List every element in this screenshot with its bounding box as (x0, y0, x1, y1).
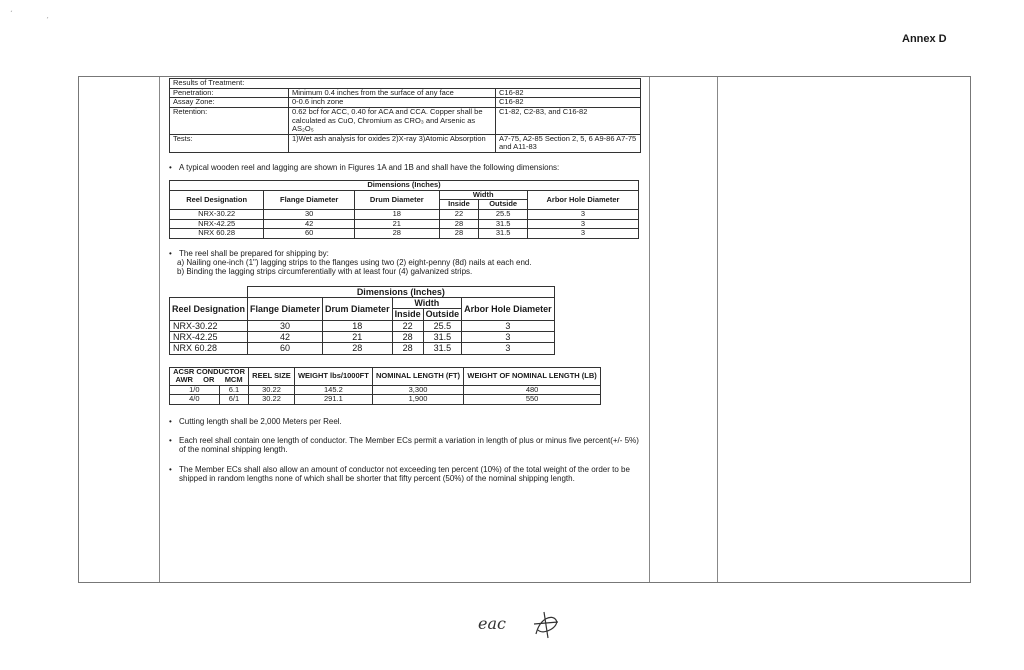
cell-inside: 28 (392, 343, 423, 354)
treatment-requirement: Minimum 0.4 inches from the surface of any face (289, 88, 496, 98)
col-drum-diameter: Drum Diameter (355, 190, 439, 209)
cell-reel: NRX-42.25 (170, 331, 248, 342)
cell-drum: 18 (323, 320, 393, 331)
treatment-requirement: 0-0.6 inch zone (289, 98, 496, 108)
table-row (170, 88, 641, 98)
cell-flange: 30 (264, 210, 355, 220)
cell-outside: 31.5 (479, 229, 528, 239)
cell-reel: NRX 60.28 (170, 229, 264, 239)
col-outside: Outside (479, 200, 528, 210)
cell-arbor: 3 (462, 343, 555, 354)
cell-arbor: 3 (527, 219, 638, 229)
bullet-shipping-prep: • The reel shall be prepared for shipping by: (169, 249, 647, 258)
bullet-reel-dimensions: • A typical wooden reel and lagging are shown in Figures 1A and 1B and shall have the following dimensions: (169, 163, 647, 172)
table-row (170, 331, 555, 342)
table-row (170, 395, 601, 405)
cell-arbor: 3 (462, 331, 555, 342)
treatment-item: Tests: (170, 134, 289, 152)
col-inside: Inside (439, 200, 479, 210)
treatment-title: Results of Treatment: (170, 79, 641, 89)
cell-drum: 21 (323, 331, 393, 342)
cell-outside: 31.5 (479, 219, 528, 229)
cell-awr: 4/0 (170, 395, 220, 405)
cell-arbor: 3 (527, 229, 638, 239)
col-nominal-length: NOMINAL LENGTH (FT) (372, 367, 463, 385)
table-row (170, 107, 641, 134)
col-arbor-hole: Arbor Hole Diameter (527, 190, 638, 209)
cell-reel: NRX-42.25 (170, 219, 264, 229)
col-arbor-hole: Arbor Hole Diameter (462, 297, 555, 320)
cell-inside: 22 (392, 320, 423, 331)
cell-weight: 145.2 (294, 385, 372, 395)
cell-reel-size: 30.22 (249, 385, 295, 395)
table-row (170, 320, 555, 331)
cell-drum: 18 (355, 210, 439, 220)
cell-reel: NRX 60.28 (170, 343, 248, 354)
bullet-random-lengths: • The Member ECs shall also allow an amount of conductor not exceeding ten percent (10%) of the total weight of the order to be shipped in random lengths none of which shall be shorter that fifty percent (50%) of the nominal shipping length. (169, 465, 647, 483)
cell-drum: 28 (355, 229, 439, 239)
treatment-requirement: 1)Wet ash analysis for oxides 2)X-ray 3)Atomic Absorption (289, 134, 496, 152)
table-row (170, 219, 639, 229)
reel-dimensions-table (169, 180, 639, 239)
col-mcm: MCM (219, 376, 248, 385)
treatment-table (169, 78, 641, 153)
table-row (170, 343, 555, 354)
treatment-standard: C16-82 (496, 98, 641, 108)
col-width: Width (392, 297, 462, 308)
cell-length: 1,900 (372, 395, 463, 405)
col-awr: AWR (170, 376, 199, 385)
treatment-standard: C16-82 (496, 88, 641, 98)
col-outside: Outside (423, 309, 462, 320)
col-or: OR (198, 376, 219, 385)
cell-mcm: 6.1 (219, 385, 248, 395)
col-reel-designation: Reel Designation (170, 297, 248, 320)
shipping-step-b: b) Binding the lagging strips circumferentially with at least four (4) galvanized strips. (177, 267, 473, 277)
shipping-step-a: a) Nailing one-inch (1") lagging strips to the flanges using two (2) eight-penny (8d) nails at each end. (177, 258, 532, 268)
table-row (170, 210, 639, 220)
cell-arbor: 3 (527, 210, 638, 220)
cell-reel: NRX-30.22 (170, 320, 248, 331)
col-flange-diameter: Flange Diameter (248, 297, 323, 320)
cell-flange: 30 (248, 320, 323, 331)
cell-outside: 25.5 (423, 320, 462, 331)
cell-flange: 42 (248, 331, 323, 342)
col-reel-size: REEL SIZE (249, 367, 295, 385)
cell-flange: 60 (248, 343, 323, 354)
signature-mark (530, 608, 562, 640)
cell-mcm: 6/1 (219, 395, 248, 405)
cell-inside: 22 (439, 210, 479, 220)
col-width: Width (439, 190, 527, 200)
cell-length: 3,300 (372, 385, 463, 395)
cell-reel: NRX-30.22 (170, 210, 264, 220)
bullet-cutting-length: • Cutting length shall be 2,000 Meters per Reel. (169, 417, 647, 426)
cell-arbor: 3 (462, 320, 555, 331)
cell-weight-nominal: 480 (464, 385, 601, 395)
cell-drum: 21 (355, 219, 439, 229)
column-divider (717, 77, 718, 582)
treatment-item: Assay Zone: (170, 98, 289, 108)
cell-inside: 28 (392, 331, 423, 342)
cell-reel-size: 30.22 (249, 395, 295, 405)
bullet-reel-length: • Each reel shall contain one length of conductor. The Member ECs permit a variation in length of plus or minus five percent(+/- 5%) of the nominal shipping length. (169, 436, 647, 454)
col-reel-designation: Reel Designation (170, 190, 264, 209)
col-inside: Inside (392, 309, 423, 320)
treatment-item: Penetration: (170, 88, 289, 98)
treatment-item: Retention: (170, 107, 289, 134)
specification-content (169, 78, 647, 483)
column-divider (649, 77, 650, 582)
cell-weight: 291.1 (294, 395, 372, 405)
cell-drum: 28 (323, 343, 393, 354)
col-acsr-conductor: ACSR CONDUCTOR (170, 367, 249, 376)
scan-speck: ˊ (10, 10, 13, 19)
cell-weight-nominal: 550 (464, 395, 601, 405)
col-weight: WEIGHT lbs/1000FT (294, 367, 372, 385)
cell-inside: 28 (439, 229, 479, 239)
treatment-requirement: 0.62 bcf for ACC, 0.40 for ACA and CCA. Copper shall be calculated as CuO, Chromium as CRO₃ and Arsenic as AS₂O₅ (289, 107, 496, 134)
col-weight-nominal-length: WEIGHT OF NOMINAL LENGTH (LB) (464, 367, 601, 385)
cell-outside: 25.5 (479, 210, 528, 220)
cell-flange: 42 (264, 219, 355, 229)
cell-flange: 60 (264, 229, 355, 239)
table-row (170, 229, 639, 239)
annex-label: Annex D (902, 33, 947, 45)
cell-inside: 28 (439, 219, 479, 229)
cell-outside: 31.5 (423, 331, 462, 342)
scan-speck: ˏ (46, 10, 49, 19)
reel-dimensions-table-2 (169, 286, 555, 355)
cell-outside: 31.5 (423, 343, 462, 354)
dimensions-header: Dimensions (Inches) (170, 181, 639, 191)
treatment-standard: C1-82, C2-83, and C16-82 (496, 107, 641, 134)
col-flange-diameter: Flange Diameter (264, 190, 355, 209)
acsr-conductor-table (169, 367, 601, 406)
table-row (170, 134, 641, 152)
cell-awr: 1/0 (170, 385, 220, 395)
handwritten-initials: eac (478, 614, 506, 633)
col-drum-diameter: Drum Diameter (323, 297, 393, 320)
treatment-standard: A7-75, A2-85 Section 2, 5, 6 A9-86 A7-75 and A11-83 (496, 134, 641, 152)
dimensions-header: Dimensions (Inches) (248, 286, 555, 297)
table-row (170, 98, 641, 108)
column-divider (159, 77, 160, 582)
